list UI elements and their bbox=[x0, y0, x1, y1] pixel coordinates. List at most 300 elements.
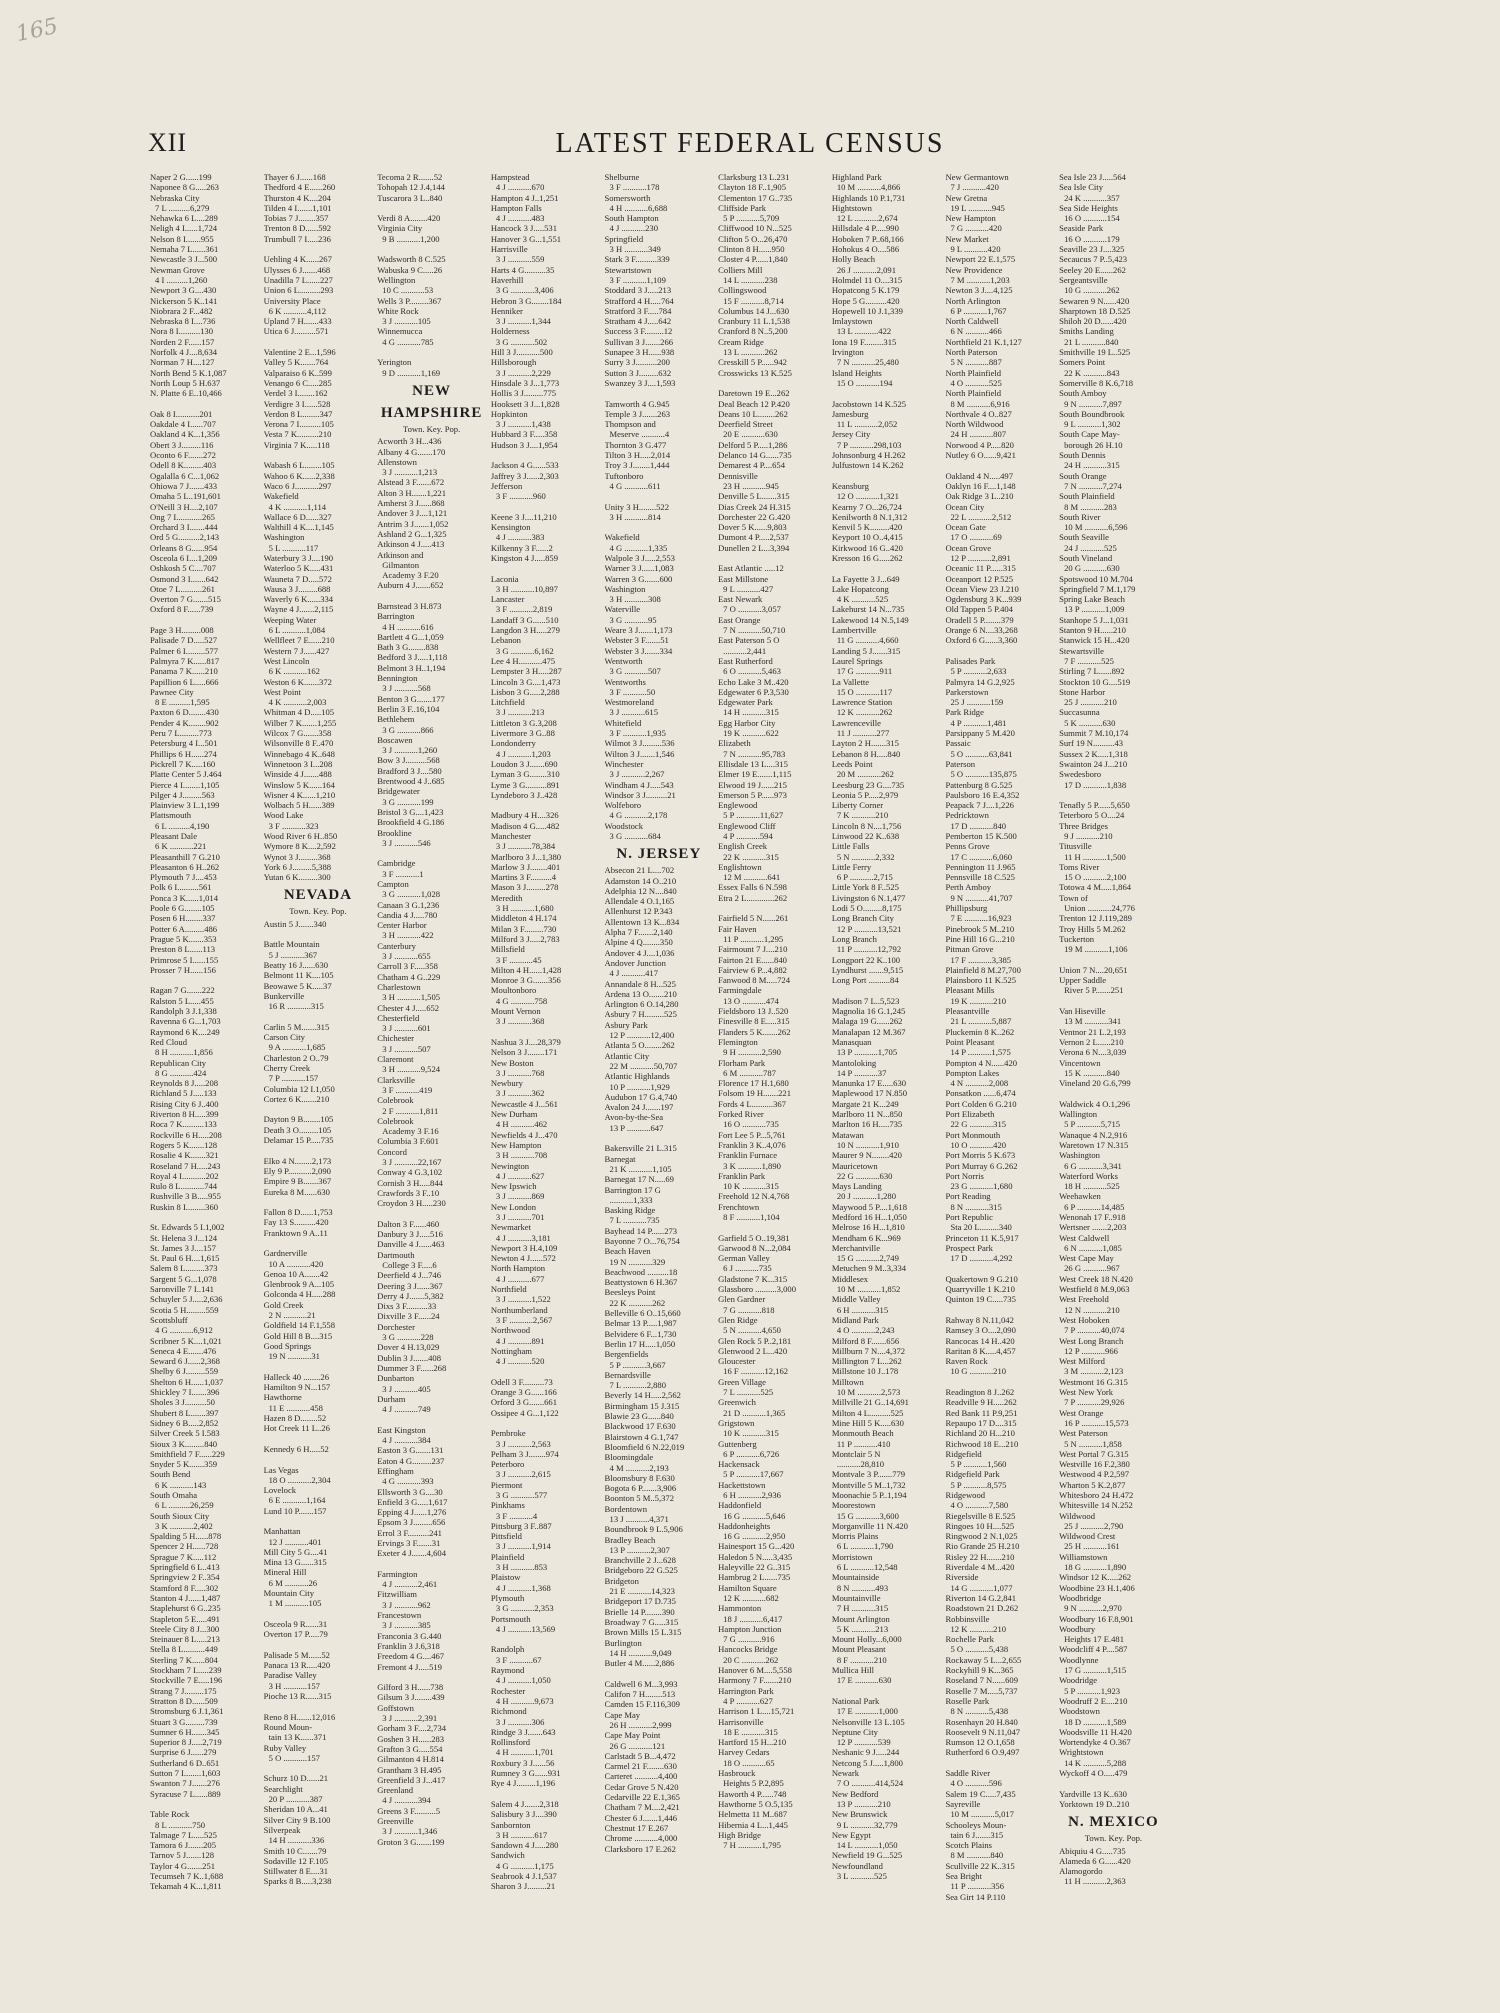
census-entry bbox=[605, 491, 714, 501]
census-entry: Wahoo 6 K......2,338 bbox=[263, 470, 335, 481]
census-entry: Washington bbox=[604, 583, 646, 594]
census-entry: Whitesboro 24 H.472 bbox=[1059, 1490, 1134, 1500]
census-entry: 21 L ...........840 bbox=[1064, 336, 1119, 347]
census-entry: North Plainfield bbox=[945, 367, 1002, 378]
census-entry: Weehawken bbox=[1059, 1191, 1101, 1202]
census-entry: Mill City 5 G....41 bbox=[263, 1546, 328, 1557]
census-entry: Avalon 24 J.......197 bbox=[604, 1102, 674, 1113]
column-header: Town. Key. Pop. bbox=[402, 423, 461, 434]
census-entry: Surry 3 J..........200 bbox=[604, 357, 670, 368]
census-entry: Beesleys Point bbox=[604, 1287, 656, 1298]
census-entry: Hawthorne bbox=[263, 1392, 302, 1403]
census-entry: 7 G ...........818 bbox=[723, 1304, 775, 1315]
census-entry: 3 J ...........1,522 bbox=[495, 1294, 551, 1305]
census-entry: 7 L ...........2,880 bbox=[609, 1380, 667, 1391]
census-entry: Columbia 3 F.601 bbox=[377, 1136, 439, 1147]
census-entry: Litchfield bbox=[490, 697, 525, 708]
census-entry: Hopatcong 5 K.179 bbox=[831, 285, 900, 296]
census-entry: Layton 2 H.......315 bbox=[831, 738, 899, 749]
census-entry: Schuyler 5 J.....2,636 bbox=[150, 1294, 223, 1305]
census-entry: Warren 3 G.......600 bbox=[604, 573, 673, 584]
census-entry: Newfoundland bbox=[831, 1860, 883, 1871]
census-entry: 13 P ...........1,009 bbox=[1064, 604, 1125, 615]
census-entry: Livingston 6 N.1,477 bbox=[831, 892, 906, 903]
census-entry: Alpha 7 F.......2,140 bbox=[604, 927, 673, 938]
census-entry: 9 H ...........2,590 bbox=[723, 1047, 781, 1058]
census-entry: Spalding 5 H......878 bbox=[150, 1531, 222, 1542]
census-entry: 1 M ...........105 bbox=[268, 1598, 322, 1609]
census-entry: Montville 5 M..1,732 bbox=[831, 1479, 906, 1490]
census-entry bbox=[718, 1222, 827, 1232]
census-entry: Osceola 9 R......31 bbox=[263, 1618, 328, 1629]
census-entry: 3 J ...........568 bbox=[382, 683, 431, 694]
census-entry: 4 J ...........1,368 bbox=[495, 1582, 551, 1593]
census-entry: Bloomfield 6 N.22,019 bbox=[604, 1441, 685, 1452]
census-entry: 13 P ...........2,307 bbox=[609, 1544, 670, 1555]
census-entry: 3 H ...........157 bbox=[268, 1680, 320, 1691]
census-entry: Rosenhayn 20 H.840 bbox=[945, 1716, 1018, 1727]
census-entry: Manasquan bbox=[831, 1036, 872, 1047]
census-entry: borough 26 H.10 bbox=[1064, 439, 1123, 450]
census-entry: Schurz 10 D......21 bbox=[263, 1773, 329, 1784]
census-entry: 14 K ...........5,288 bbox=[1064, 1757, 1127, 1768]
census-entry: Webster 3 J.......334 bbox=[604, 645, 673, 656]
census-entry: Franktown 9 A..11 bbox=[263, 1227, 328, 1238]
census-entry: 3 M ...........2,123 bbox=[1064, 1366, 1124, 1377]
census-entry: 7 F ...........525 bbox=[1064, 655, 1114, 666]
census-entry: Van Hiseville bbox=[1059, 1006, 1106, 1017]
census-entry: Washington bbox=[1059, 1150, 1100, 1161]
census-entry: 4 O ...........2,243 bbox=[836, 1325, 895, 1336]
census-entry: Lee 4 H...........475 bbox=[490, 655, 556, 666]
census-entry: 9 L ...........420 bbox=[950, 244, 1001, 255]
census-entry bbox=[377, 1672, 486, 1682]
census-entry: 14 H ...........9,049 bbox=[609, 1647, 672, 1658]
census-entry: Eureka 8 M......630 bbox=[263, 1186, 330, 1197]
census-entry: Sholes 3 J..........50 bbox=[150, 1397, 215, 1408]
census-entry: Elizabeth bbox=[718, 738, 751, 749]
census-entry: Union 6 L..........293 bbox=[263, 285, 334, 296]
census-entry: Exeter 4 J.......4,604 bbox=[377, 1548, 447, 1559]
census-entry: 25 J ...........2,790 bbox=[1064, 1520, 1124, 1531]
census-entry: Barnegat 17 N.....69 bbox=[604, 1174, 674, 1185]
census-entry: Troy Hills 5 M.262 bbox=[1059, 923, 1126, 934]
census-entry: Cranford 8 N..5,200 bbox=[718, 326, 788, 337]
census-entry: Sea Side Heights bbox=[1059, 202, 1118, 213]
census-entry: Quakertown 9 G.210 bbox=[945, 1273, 1018, 1284]
census-entry: Oceanic 11 P......315 bbox=[945, 563, 1016, 574]
census-entry: 17 F ...........3,385 bbox=[950, 954, 1012, 965]
census-entry: Steinauer 8 L.....213 bbox=[150, 1634, 220, 1645]
census-entry: 16 O ...........735 bbox=[723, 1119, 779, 1130]
census-entry bbox=[605, 522, 714, 532]
census-entry: Wrightstown bbox=[1059, 1747, 1104, 1758]
census-entry bbox=[377, 591, 486, 601]
census-entry: Moultonboro bbox=[490, 985, 537, 996]
census-entry: Newcastle 4 J...561 bbox=[490, 1098, 558, 1109]
census-entry: Wentworth bbox=[604, 655, 643, 666]
census-entry: 13 L ...........422 bbox=[836, 326, 892, 337]
census-entry: Hasbrouck bbox=[718, 1768, 756, 1779]
census-entry: Hopewell 10 J.1,339 bbox=[831, 305, 903, 316]
census-entry bbox=[491, 1418, 600, 1428]
census-entry: Lawrenceville bbox=[831, 717, 881, 728]
census-entry: West Long Branch bbox=[1059, 1335, 1124, 1346]
census-entry bbox=[150, 1212, 259, 1222]
census-entry: Cream Ridge bbox=[718, 336, 764, 347]
census-entry: Swedesboro bbox=[1059, 769, 1102, 780]
census-entry: Port Murray 6 G.262 bbox=[945, 1160, 1018, 1171]
census-entry: 13 P ...........210 bbox=[836, 1798, 891, 1809]
census-entry: Northfield bbox=[490, 1284, 527, 1295]
census-entry: Hampton Falls bbox=[490, 202, 542, 213]
census-entry: Unadilla 7 L......227 bbox=[263, 274, 333, 285]
census-entry: Madbury 4 H....326 bbox=[490, 810, 559, 821]
census-entry: Plainfield bbox=[490, 1551, 525, 1562]
census-entry: Newton 3 J....4,125 bbox=[945, 285, 1013, 296]
census-entry: 16 P ...........15,573 bbox=[1064, 1417, 1129, 1428]
census-entry: 11 E ...........458 bbox=[268, 1402, 323, 1413]
census-entry: Bridgeboro 22 G.525 bbox=[604, 1565, 678, 1576]
census-entry: Ellsworth 3 G....30 bbox=[377, 1486, 443, 1497]
census-entry: Tuckerton bbox=[1059, 933, 1095, 944]
census-entry: New Boston bbox=[490, 1057, 534, 1068]
census-entry: Port Colden 6 G.210 bbox=[945, 1098, 1017, 1109]
census-entry: N. Platte 6 E..10,466 bbox=[150, 388, 222, 399]
census-entry: Millville 21 G..14,691 bbox=[831, 1397, 909, 1408]
census-entry: Bayhead 14 P......273 bbox=[604, 1225, 678, 1236]
census-entry: Seneca 4 E.......476 bbox=[150, 1345, 217, 1356]
census-entry: Garwood 8 N...2,084 bbox=[718, 1242, 791, 1253]
census-entry: Marlboro 11 N...850 bbox=[831, 1109, 903, 1120]
census-entry: Springview 2 F..354 bbox=[150, 1572, 220, 1583]
census-entry: Dover 5 K......9,803 bbox=[718, 522, 787, 533]
census-entry: 9 B ...........1,200 bbox=[382, 233, 440, 244]
census-entry: 14 P ...........1,575 bbox=[950, 1047, 1011, 1058]
census-entry: 5 P ...........3,667 bbox=[609, 1359, 666, 1370]
census-entry: 20 E ...........630 bbox=[723, 429, 778, 440]
census-entry: 18 J ...........6,417 bbox=[723, 1613, 783, 1624]
census-entry: North Bend 5 K.1,087 bbox=[150, 367, 227, 378]
census-entry: Prospect Park bbox=[945, 1242, 993, 1253]
census-entry bbox=[491, 502, 600, 512]
column-header: Town. Key. Pop. bbox=[1084, 1833, 1143, 1844]
census-entry: Gold Hill 8 B....315 bbox=[263, 1330, 333, 1341]
census-entry: Northvale 4 O..827 bbox=[945, 408, 1012, 419]
census-entry: Glenbrook 9 A...105 bbox=[263, 1279, 335, 1290]
census-entry: 10 M ...........4,866 bbox=[836, 182, 901, 193]
census-entry: Talmage 7 L.....525 bbox=[150, 1829, 217, 1840]
census-entry: Pedricktown bbox=[945, 810, 989, 821]
census-entry: 11 H ...........2,363 bbox=[1064, 1876, 1126, 1887]
census-entry: Manalapan 12 M.367 bbox=[831, 1026, 906, 1037]
census-entry: Milford 8 F.......656 bbox=[831, 1335, 900, 1346]
census-entry: 12 P ...........966 bbox=[1064, 1345, 1118, 1356]
census-entry: Ocean View 23 J.210 bbox=[945, 583, 1019, 594]
census-entry: New Brunswick bbox=[831, 1809, 888, 1820]
census-entry: Windsor 3 J..........21 bbox=[604, 789, 676, 800]
census-entry: Beach Haven bbox=[604, 1246, 651, 1257]
census-column bbox=[605, 172, 714, 1962]
census-entry: 6 M ...........26 bbox=[268, 1577, 318, 1588]
census-entry: Alpine 4 Q........350 bbox=[604, 937, 673, 948]
census-entry bbox=[718, 378, 827, 388]
census-entry: St. Edwards 5 I.1,002 bbox=[150, 1222, 225, 1233]
census-entry: Westfield 8 M.9,063 bbox=[1059, 1284, 1130, 1295]
census-column bbox=[945, 172, 1054, 1962]
census-entry: Raven Rock bbox=[945, 1356, 988, 1367]
census-entry: Riverside bbox=[945, 1572, 979, 1583]
census-entry: 23 H ...........945 bbox=[723, 480, 779, 491]
census-entry: Hudson 3 J....1,954 bbox=[490, 439, 558, 450]
census-entry: Green Village bbox=[718, 1376, 766, 1387]
census-entry: Bow 3 J..........568 bbox=[377, 755, 440, 766]
census-entry: Goldfield 14 F.1,558 bbox=[263, 1320, 336, 1331]
census-entry: Wakefield bbox=[604, 532, 640, 543]
census-entry: 4 G ...........611 bbox=[609, 480, 661, 491]
census-entry: Vernon 2 L......210 bbox=[1059, 1036, 1124, 1047]
census-entry: Hanover 3 G...1,551 bbox=[490, 233, 562, 244]
census-entry: Trenton 12 J.119,289 bbox=[1059, 913, 1132, 924]
census-entry: Oconto 6 F.......272 bbox=[150, 450, 216, 461]
census-entry bbox=[264, 929, 373, 939]
census-entry: La Fayette 3 J...649 bbox=[831, 573, 900, 584]
census-entry: Sidney 6 B.....2,852 bbox=[150, 1417, 219, 1428]
census-entry: Asbury Park bbox=[604, 1019, 648, 1030]
census-entry: Webster 3 F.......51 bbox=[604, 635, 669, 646]
census-entry: 17 O ...........69 bbox=[950, 532, 1002, 543]
census-entry: 16 R ...........315 bbox=[268, 1001, 324, 1012]
census-entry: Oradell 5 P........379 bbox=[945, 614, 1014, 625]
census-entry: Mullica Hill bbox=[831, 1665, 875, 1676]
census-entry: 3 J ...........701 bbox=[495, 1211, 545, 1222]
census-entry: Gilford 3 H......738 bbox=[377, 1682, 444, 1693]
census-entry: Rulo 8 L...........744 bbox=[150, 1181, 218, 1192]
census-entry: Kennedy 6 H.....52 bbox=[263, 1443, 329, 1454]
census-entry: Table Rock bbox=[150, 1809, 190, 1820]
census-entry: Lisbon 3 G.....2,288 bbox=[490, 686, 560, 697]
census-entry: Nottingham bbox=[490, 1345, 532, 1356]
census-entry: 23 G ...........1,680 bbox=[950, 1181, 1013, 1192]
census-entry: Chestnut 17 E.267 bbox=[604, 1822, 669, 1833]
census-entry: Fitzwilliam bbox=[377, 1589, 417, 1600]
census-entry: North Paterson bbox=[945, 347, 998, 358]
census-entry: Sta 20 L.........340 bbox=[950, 1222, 1012, 1233]
census-entry bbox=[150, 975, 259, 985]
census-entry bbox=[945, 1758, 1054, 1768]
census-entry: 13 P ...........647 bbox=[609, 1122, 664, 1133]
census-entry: Andover Junction bbox=[604, 957, 666, 968]
census-entry: 4 J ...........3,181 bbox=[495, 1232, 551, 1243]
census-entry: 4 O ...........596 bbox=[950, 1778, 1002, 1789]
census-entry: Ramsey 3 O....2,090 bbox=[945, 1325, 1016, 1336]
census-entry: Papillion 6 L.....666 bbox=[150, 676, 219, 687]
census-entry: Overton 7 G.......515 bbox=[150, 594, 221, 605]
census-entry: Camden 15 F.116,309 bbox=[604, 1699, 680, 1710]
census-entry: Gloucester bbox=[718, 1356, 756, 1367]
census-entry: Clementon 17 G..735 bbox=[718, 192, 793, 203]
census-entry: Hillsborough bbox=[490, 357, 537, 368]
census-entry: Rochester bbox=[490, 1685, 526, 1696]
census-entry: Ruby Valley bbox=[263, 1742, 307, 1753]
census-entry: Greens 3 F..........5 bbox=[377, 1805, 441, 1816]
census-entry: Malaga 19 G......262 bbox=[831, 1016, 903, 1027]
census-entry: 20 C ...........262 bbox=[723, 1654, 779, 1665]
census-entry: Tecoma 2 R.......52 bbox=[377, 172, 443, 182]
census-entry: Neshanic 9 J.....244 bbox=[831, 1747, 900, 1758]
census-entry: Carlstadt 5 B...4,472 bbox=[604, 1750, 676, 1761]
census-entry: 19 N ...........31 bbox=[268, 1351, 320, 1362]
census-entry: 3 H ...........708 bbox=[495, 1150, 548, 1161]
census-entry: Orleans 8 G......954 bbox=[150, 542, 218, 553]
census-entry: O'Neill 3 H....2,107 bbox=[150, 501, 218, 512]
census-entry: 5 P ...........1,923 bbox=[1064, 1685, 1121, 1696]
census-entry: Colebrook bbox=[377, 1095, 414, 1106]
census-entry: Auburn 4 J.......652 bbox=[377, 580, 444, 591]
census-entry: 10 K ...........315 bbox=[723, 1181, 779, 1192]
census-entry: Stockham 7 I......239 bbox=[150, 1665, 222, 1676]
census-entry: New Gretna bbox=[945, 192, 988, 203]
census-entry: Dumont 4 P.....2,537 bbox=[718, 532, 789, 543]
census-entry bbox=[264, 1145, 373, 1155]
census-entry: Taylor 4 G.......251 bbox=[150, 1860, 216, 1871]
census-entry: Bridgeport 17 D.735 bbox=[604, 1596, 676, 1607]
census-entry: Riverdale 4 M...420 bbox=[945, 1562, 1015, 1573]
census-entry: Beatty 16 J......630 bbox=[263, 959, 329, 970]
census-entry: Hopkinton bbox=[490, 408, 528, 419]
census-entry: Petersburg 4 I...501 bbox=[150, 738, 218, 749]
census-entry: Stone Harbor bbox=[1059, 686, 1106, 697]
state-heading: NEVADA bbox=[283, 887, 353, 904]
census-entry: 6 P ...........2,715 bbox=[836, 872, 893, 883]
census-entry bbox=[264, 1640, 373, 1650]
census-entry: 7 E ...........16,923 bbox=[950, 913, 1012, 924]
census-entry: West Lincoln bbox=[263, 655, 310, 666]
census-entry: 9 A ...........1,685 bbox=[268, 1042, 326, 1053]
census-entry: Sumner 6 H.......345 bbox=[150, 1726, 220, 1737]
census-entry: Nickerson 5 K..141 bbox=[150, 295, 218, 306]
census-entry: Johnsonburg 4 H.262 bbox=[831, 450, 906, 461]
census-entry: 3 J ...........1,914 bbox=[495, 1541, 551, 1552]
census-entry: South Dennis bbox=[1059, 450, 1106, 461]
census-entry: Nora 8 I..........130 bbox=[150, 326, 214, 337]
census-entry: Allentown 13 K...834 bbox=[604, 916, 680, 927]
census-entry: Pittsburg 3 F..887 bbox=[490, 1520, 552, 1531]
census-entry: ...........1,333 bbox=[609, 1194, 653, 1205]
census-entry: Roadstown 21 D.262 bbox=[945, 1603, 1019, 1614]
census-entry: North Hampton bbox=[490, 1263, 546, 1274]
census-entry: 9 L ...........427 bbox=[723, 583, 774, 594]
census-entry: Glenwood 2 L...420 bbox=[718, 1345, 788, 1356]
census-entry: Collingswood bbox=[718, 285, 767, 296]
census-entry: Wolbach 5 H......389 bbox=[263, 800, 335, 811]
census-entry: Grantham 3 H.495 bbox=[377, 1764, 442, 1775]
census-entry: Stewartstown bbox=[604, 264, 652, 275]
census-entry: 14 H ...........336 bbox=[268, 1835, 325, 1846]
census-entry: Center Harbor bbox=[377, 920, 427, 931]
census-entry: Conway 4 G.3,102 bbox=[377, 1167, 443, 1178]
census-entry: East Kingston bbox=[377, 1424, 426, 1435]
census-entry: Pennsville 18 C.525 bbox=[945, 872, 1015, 883]
census-entry: Plainsboro 11 K.525 bbox=[945, 975, 1017, 986]
census-entry: Ogdensburg 3 K...939 bbox=[945, 594, 1022, 605]
census-entry: 3 J ...........368 bbox=[495, 1016, 545, 1027]
census-entry: Clifton 5 O...26,470 bbox=[718, 233, 788, 244]
census-entry: Red Cloud bbox=[150, 1036, 188, 1047]
census-entry: Manunka 17 E.....630 bbox=[831, 1078, 907, 1089]
census-entry: 4 M ...........2,193 bbox=[609, 1462, 669, 1473]
census-entry: Crawfords 3 F..10 bbox=[377, 1187, 440, 1198]
census-entry: Middlesex bbox=[831, 1273, 869, 1284]
census-entry: Londonderry bbox=[490, 738, 536, 749]
census-entry: Atlanta 5 O........262 bbox=[604, 1040, 675, 1051]
census-entry: Cambridge bbox=[377, 858, 416, 869]
census-entry: Livermore 3 G..88 bbox=[490, 728, 555, 739]
census-entry: Wabash 6 L........105 bbox=[263, 460, 335, 471]
census-entry: Woodbury bbox=[1059, 1623, 1096, 1634]
census-entry: Newport 3 G....430 bbox=[150, 285, 217, 296]
census-entry: Bakersville 21 L.315 bbox=[604, 1143, 677, 1154]
census-entry: Helmetta 11 M..687 bbox=[718, 1809, 788, 1820]
census-entry: Woodsville 11 H.420 bbox=[1059, 1726, 1132, 1737]
census-entry: Blairstown 4 G.1,747 bbox=[604, 1431, 679, 1442]
census-entry: Windham 4 J.....543 bbox=[604, 779, 674, 790]
census-entry: Jamesburg bbox=[831, 408, 869, 419]
census-entry: Totowa 4 M.....1,864 bbox=[1059, 882, 1132, 893]
census-entry: 3 G ...........866 bbox=[382, 724, 434, 735]
census-entry: 4 G ...........785 bbox=[382, 336, 434, 347]
census-entry: Hibernia 4 L...1,445 bbox=[718, 1819, 788, 1830]
census-entry: Atlantic Highlands bbox=[604, 1071, 670, 1082]
census-entry: Ely 9 P...........2,090 bbox=[263, 1165, 331, 1176]
census-entry: Scribner 5 K....1,021 bbox=[150, 1335, 222, 1346]
census-entry: 10 C ...........53 bbox=[382, 285, 434, 296]
census-entry: 4 H ...........1,701 bbox=[495, 1747, 554, 1758]
census-entry: 18 O ...........65 bbox=[723, 1757, 775, 1768]
census-entry: Kenvil 5 K.........420 bbox=[831, 522, 903, 533]
census-entry: Stratham 4 J.....642 bbox=[604, 316, 672, 327]
census-entry: Wabuska 9 C.....26 bbox=[377, 264, 443, 275]
census-entry: Weeping Water bbox=[263, 614, 317, 625]
census-entry: 10 M ...........5,017 bbox=[950, 1809, 1014, 1820]
census-entry: Prague 5 K.......353 bbox=[150, 933, 217, 944]
census-entry: Ruskin 8 I.........360 bbox=[150, 1201, 219, 1212]
census-entry: 4 K ...........1,114 bbox=[268, 501, 327, 512]
census-entry: Mauricetown bbox=[831, 1160, 878, 1171]
census-entry: 3 G ...........2,353 bbox=[495, 1603, 554, 1614]
census-entry: Osceola 6 I....1,209 bbox=[150, 552, 218, 563]
census-entry: 7 P ...........40,074 bbox=[1064, 1325, 1125, 1336]
census-entry: Paterson bbox=[945, 758, 976, 769]
census-entry: Canterbury bbox=[377, 940, 416, 951]
census-entry: Mount Pleasant bbox=[831, 1644, 886, 1655]
census-entry: Nebraska 8 I....736 bbox=[150, 316, 216, 327]
census-entry: Rogers 5 K.......128 bbox=[150, 1139, 218, 1150]
census-entry: Paradise Valley bbox=[263, 1670, 317, 1681]
census-entry: Silverpeak bbox=[263, 1824, 301, 1835]
census-entry: Rancocas 14 H..420 bbox=[945, 1335, 1015, 1346]
census-entry bbox=[264, 1434, 373, 1444]
census-entry: Ogalalla 6 C...1,062 bbox=[150, 470, 220, 481]
census-entry: 2 F ...........1,811 bbox=[382, 1105, 439, 1116]
census-entry: Woodbine 23 H.1,406 bbox=[1059, 1582, 1135, 1593]
census-entry: Florham Park bbox=[718, 1057, 766, 1068]
census-entry: 3 G ...........6,162 bbox=[495, 645, 554, 656]
census-entry: 11 P ...........12,792 bbox=[836, 944, 902, 955]
census-entry: 3 H ...........1,680 bbox=[495, 903, 554, 914]
census-entry: Polk 6 I..........561 bbox=[150, 882, 212, 893]
census-entry: 4 I ..........1,260 bbox=[155, 274, 208, 285]
